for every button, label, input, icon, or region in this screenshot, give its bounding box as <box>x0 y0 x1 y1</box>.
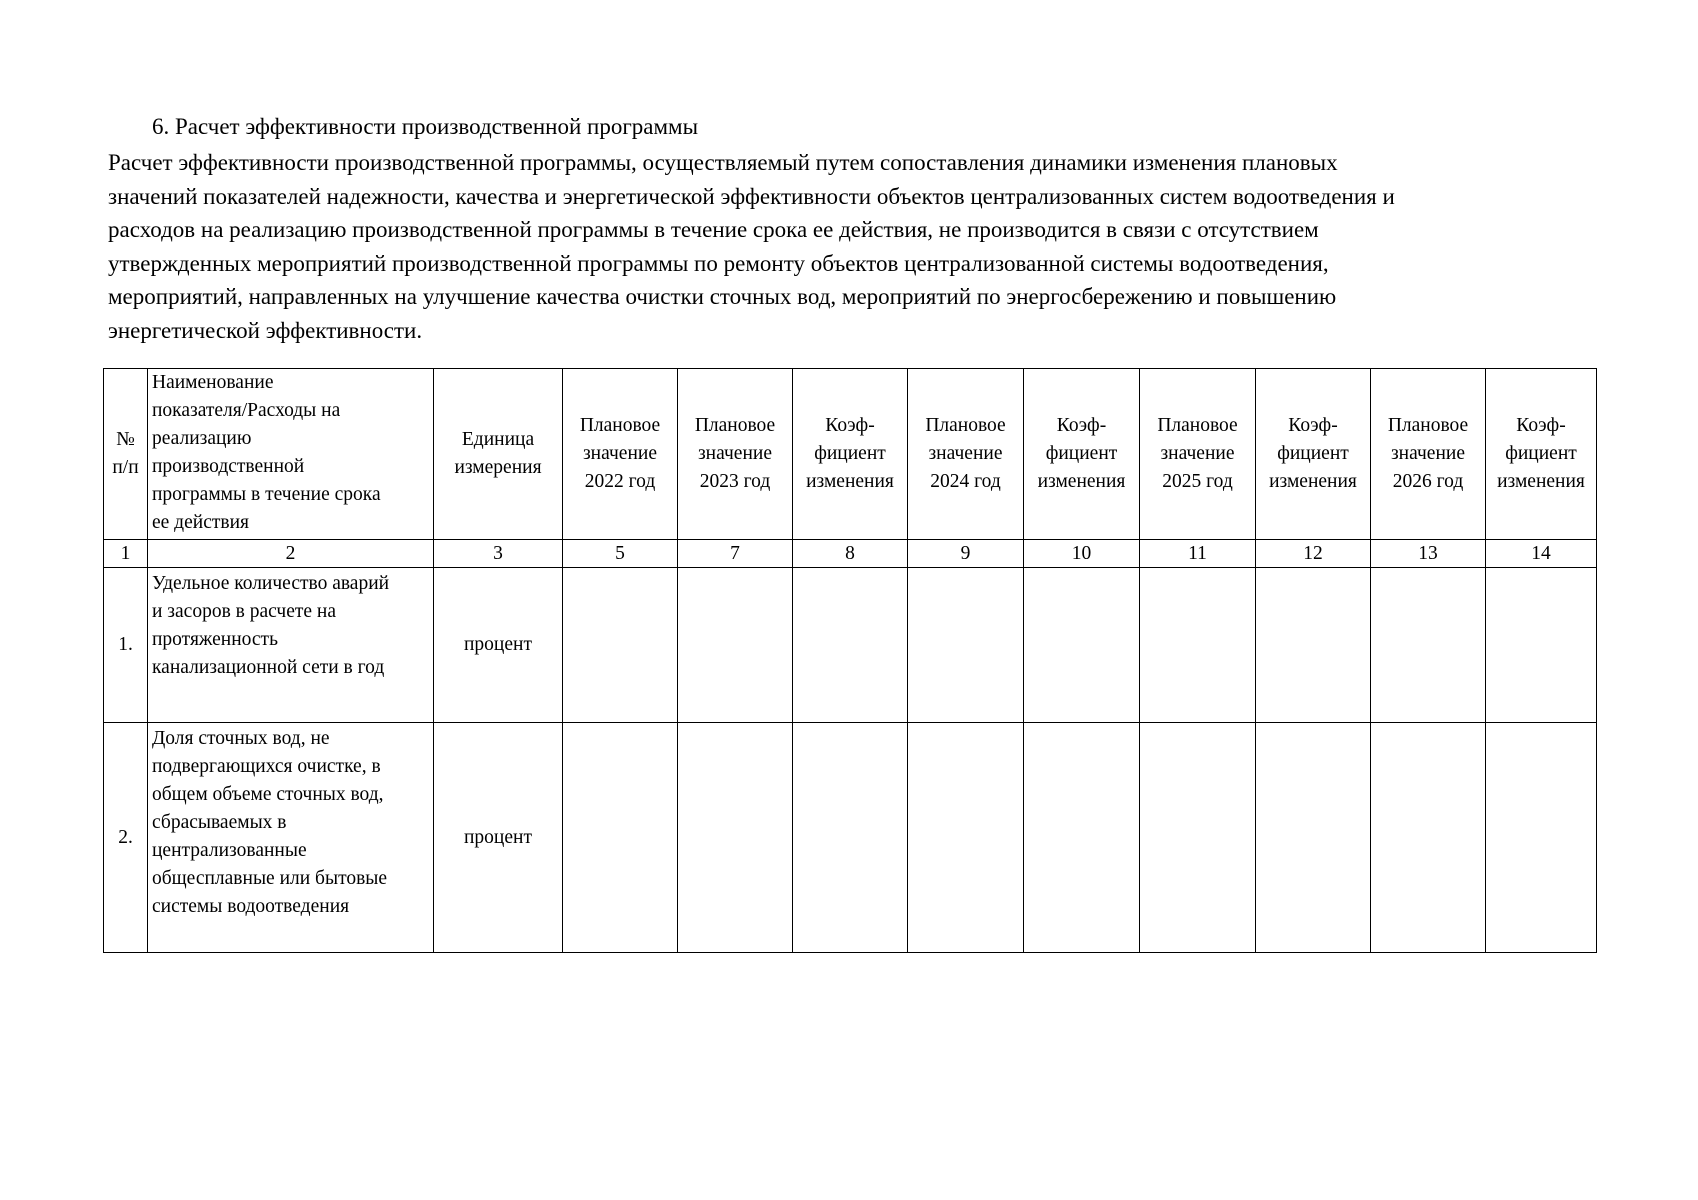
value-cell <box>1371 568 1486 723</box>
value-cell <box>563 723 678 953</box>
value-cell <box>1024 568 1140 723</box>
column-number: 10 <box>1024 540 1140 568</box>
value-cell <box>678 723 793 953</box>
efficiency-table <box>103 368 1597 953</box>
value-cell <box>1486 568 1597 723</box>
header-coef-8: Коэф- фициент изменения <box>793 369 908 540</box>
paragraph-line: значений показателей надежности, качества и энергетической эффективности объектов централизованных систем водоотведения и <box>108 183 1395 209</box>
header-plan-2026: Плановое значение 2026 год <box>1371 369 1486 540</box>
column-number: 3 <box>434 540 563 568</box>
value-cell <box>1140 568 1256 723</box>
table-row <box>104 568 1597 723</box>
paragraph-line: Расчет эффективности производственной программы, осуществляемый путем сопоставления динамики изменения плановых <box>108 150 1338 175</box>
section-title: 6. Расчет эффективности производственной программы <box>152 114 699 139</box>
value-cell <box>1140 723 1256 953</box>
header-coef-10: Коэф- фициент изменения <box>1024 369 1140 540</box>
value-cell <box>1486 723 1597 953</box>
column-number: 2 <box>148 540 434 568</box>
value-cell <box>678 568 793 723</box>
column-number: 11 <box>1140 540 1256 568</box>
header-plan-2025: Плановое значение 2025 год <box>1140 369 1256 540</box>
paragraph-line: расходов на реализацию производственной программы в течение срока ее действия, не производится в связи с отсутствием <box>108 217 1319 243</box>
column-number: 14 <box>1486 540 1597 568</box>
header-plan-2022: Плановое значение 2022 год <box>563 369 678 540</box>
value-cell <box>908 723 1024 953</box>
value-cell <box>1256 723 1371 953</box>
value-cell <box>1024 723 1140 953</box>
header-coef-14: Коэф- фициент изменения <box>1486 369 1597 540</box>
unit-cell: процент <box>434 568 563 723</box>
table-header-row <box>104 369 1597 540</box>
header-plan-2023: Плановое значение 2023 год <box>678 369 793 540</box>
header-plan-2024: Плановое значение 2024 год <box>908 369 1024 540</box>
column-number: 13 <box>1371 540 1486 568</box>
value-cell <box>908 568 1024 723</box>
value-cell <box>1371 723 1486 953</box>
value-cell <box>563 568 678 723</box>
indicator-name: Доля сточных вод, не подвергающихся очистке, в общем объеме сточных вод, сбрасываемых в централизованные общесплавные или бытовые системы водоотведения <box>148 723 434 953</box>
column-number: 8 <box>793 540 908 568</box>
intro-paragraph <box>108 146 1608 348</box>
paragraph-line: утвержденных мероприятий производственной программы по ремонту объектов централизованной системы водоотведения, <box>108 250 1329 276</box>
column-number: 12 <box>1256 540 1371 568</box>
indicator-name: Удельное количество аварий и засоров в расчете на протяженность канализационной сети в год <box>148 568 434 723</box>
column-number: 9 <box>908 540 1024 568</box>
column-number-row <box>104 540 1597 568</box>
paragraph-line: энергетической эффективности. <box>108 317 423 343</box>
column-number: 5 <box>563 540 678 568</box>
header-name: Наименование показателя/Расходы на реализацию производственной программы в течение срока ее действия <box>148 369 434 540</box>
row-number: 1. <box>104 568 148 723</box>
value-cell <box>793 723 908 953</box>
value-cell <box>1256 568 1371 723</box>
column-number: 1 <box>104 540 148 568</box>
header-num: № п/п <box>104 369 148 540</box>
header-unit: Единица измерения <box>434 369 563 540</box>
value-cell <box>793 568 908 723</box>
column-number: 7 <box>678 540 793 568</box>
paragraph-line: мероприятий, направленных на улучшение качества очистки сточных вод, мероприятий по энергосбережению и повышению <box>108 284 1337 310</box>
unit-cell: процент <box>434 723 563 953</box>
header-coef-12: Коэф- фициент изменения <box>1256 369 1371 540</box>
row-number: 2. <box>104 723 148 953</box>
table-row <box>104 723 1597 953</box>
